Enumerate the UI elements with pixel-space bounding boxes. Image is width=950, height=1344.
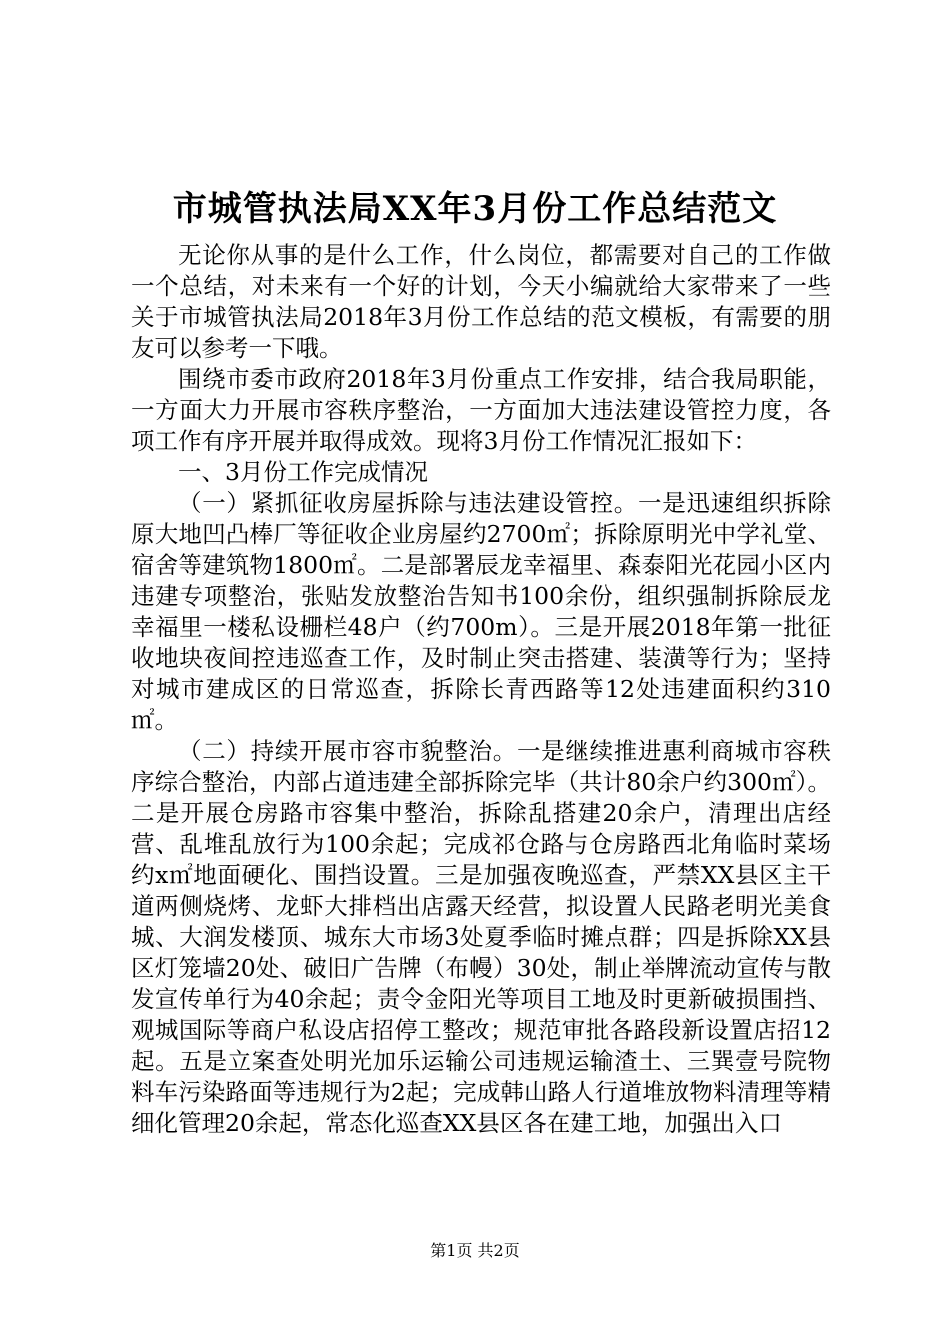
paragraph-overview: 围绕市委市政府2018年3月份重点工作安排，结合我局职能，一方面大力开展市容秩序整治，一方面加大违法建设管控力度，各项工作有序开展并取得成效。现将3月份工作情况汇报如下： bbox=[131, 365, 831, 455]
paragraph-item-1: （一）紧抓征收房屋拆除与违法建设管控。一是迅速组织拆除原大地凹凸棒厂等征收企业房屋约2700㎡；拆除原明光中学礼堂、宿舍等建筑物1800㎡。二是部署辰龙幸福里、森泰阳光花园小区内违建专项整治，张贴发放整治告知书100余份，组织强制拆除辰龙幸福里一楼私设栅栏48户（约700m）。三是开展2018年第一批征收地块夜间控违巡查工作，及时制止突击搭建、装潢等行为；坚持对城市建成区的日常巡查，拆除长青西路等12处违建面积约310㎡。 bbox=[131, 489, 831, 734]
paragraph-item-2: （二）持续开展市容市貌整治。一是继续推进惠利商城市容秩序综合整治，内部占道违建全部拆除完毕（共计80余户约300㎡）。二是开展仓房路市容集中整治，拆除乱搭建20余户，清理出店经营、乱堆乱放行为100余起；完成祁仓路与仓房路西北角临时菜场约x㎡地面硬化、围挡设置。三是加强夜晚巡查，严禁XX县区主干道两侧烧烤、龙虾大排档出店露天经营，拟设置人民路老明光美食城、大润发楼顶、城东大市场3处夏季临时摊点群；四是拆除XX县区灯笼墙20处、破旧广告牌（布幔）30处，制止举牌流动宣传与散发宣传单行为40余起；责令金阳光等项目工地及时更新破损围挡、观城国际等商户私设店招停工整改；规范审批各路段新设置店招12起。五是立案查处明光加乐运输公司违规运输渣土、三巽壹号院物料车污染路面等违规行为2起；完成韩山路人行道堆放物料清理等精细化管理20余起，常态化巡查XX县区各在建工地，加强出入口 bbox=[131, 737, 831, 1137]
document-title: 市城管执法局XX年3月份工作总结范文 bbox=[172, 189, 778, 229]
page-number: 第1页 共2页 bbox=[430, 1241, 520, 1260]
paragraph-intro: 无论你从事的是什么工作，什么岗位，都需要对自己的工作做一个总结，对未来有一个好的计划，今天小编就给大家带来了一些关于市城管执法局2018年3月份工作总结的范文模板，有需要的朋友可以参考一下哦。 bbox=[131, 241, 831, 362]
section-heading: 一、3月份工作完成情况 bbox=[178, 458, 428, 486]
document-body bbox=[131, 240, 831, 1139]
